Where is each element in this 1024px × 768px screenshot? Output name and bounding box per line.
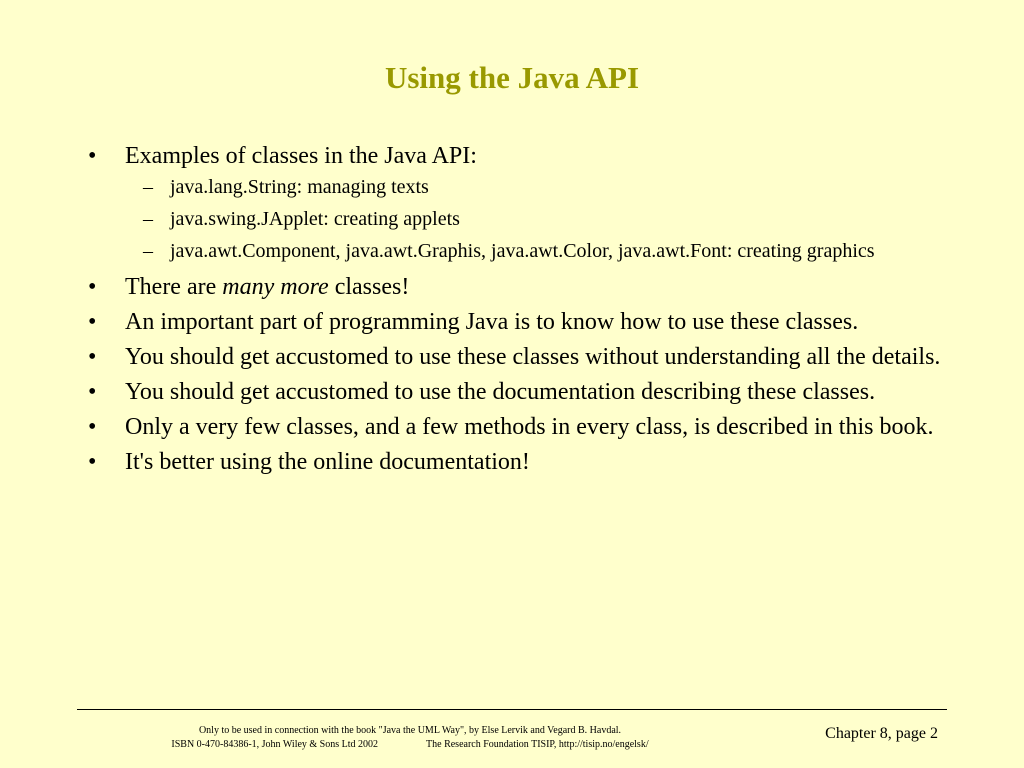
bullet-icon: •	[88, 274, 97, 300]
bullet-item	[88, 341, 948, 373]
slide-body	[88, 140, 948, 481]
sub-item	[88, 239, 948, 263]
bullet-text: Only a very few classes, and a few methods in every class, is described in this book.	[125, 414, 934, 440]
footer-credits	[130, 724, 690, 752]
sub-item-text: java.lang.String: managing texts	[170, 176, 429, 198]
footer-credit-line-2	[130, 738, 690, 752]
sub-list	[88, 175, 948, 263]
sub-item	[88, 175, 948, 199]
bullet-text: You should get accustomed to use these classes without understanding all the details.	[125, 344, 941, 370]
bullet-text: You should get accustomed to use the documentation describing these classes.	[125, 379, 876, 405]
bullet-text: Examples of classes in the Java API:	[125, 143, 477, 169]
bullet-item	[88, 271, 948, 303]
footer-publisher: The Research Foundation TISIP, http://tisip.no/engelsk/	[426, 739, 649, 750]
bullet-icon: •	[88, 379, 97, 405]
footer-credit-line: Only to be used in connection with the book "Java the UML Way", by Else Lervik and Vegard B. Havdal.	[198, 725, 622, 736]
slide-title: Using the Java API	[384, 60, 640, 95]
dash-icon: –	[143, 208, 153, 230]
bullet-icon: •	[88, 143, 97, 169]
bullet-icon: •	[88, 414, 97, 440]
bullet-icon: •	[88, 449, 97, 475]
dash-icon: –	[143, 176, 153, 198]
page-number: Chapter 8, page 2	[825, 725, 938, 742]
bullet-icon: •	[88, 309, 97, 335]
bullet-text: It's better using the online documentation!	[125, 449, 530, 475]
footer-divider	[77, 709, 947, 710]
sub-item-text: java.swing.JApplet: creating applets	[170, 208, 460, 230]
bullet-text-suffix: classes!	[328, 274, 410, 300]
bullet-item	[88, 446, 948, 478]
bullet-item	[88, 306, 948, 338]
bullet-icon: •	[88, 344, 97, 370]
sub-item-text: java.awt.Component, java.awt.Graphis, java.awt.Color, java.awt.Font: creating graphics	[170, 240, 875, 262]
footer-isbn: ISBN 0-470-84386-1, John Wiley & Sons Ltd 2002	[171, 739, 379, 750]
bullet-text-prefix: There are	[125, 274, 223, 300]
bullet-item	[88, 140, 948, 172]
bullet-text: An important part of programming Java is to know how to use these classes.	[125, 309, 859, 335]
sub-item	[88, 207, 948, 231]
bullet-item	[88, 411, 948, 443]
bullet-text-emphasis: many more	[222, 274, 329, 300]
bullet-item	[88, 376, 948, 408]
dash-icon: –	[143, 240, 153, 262]
